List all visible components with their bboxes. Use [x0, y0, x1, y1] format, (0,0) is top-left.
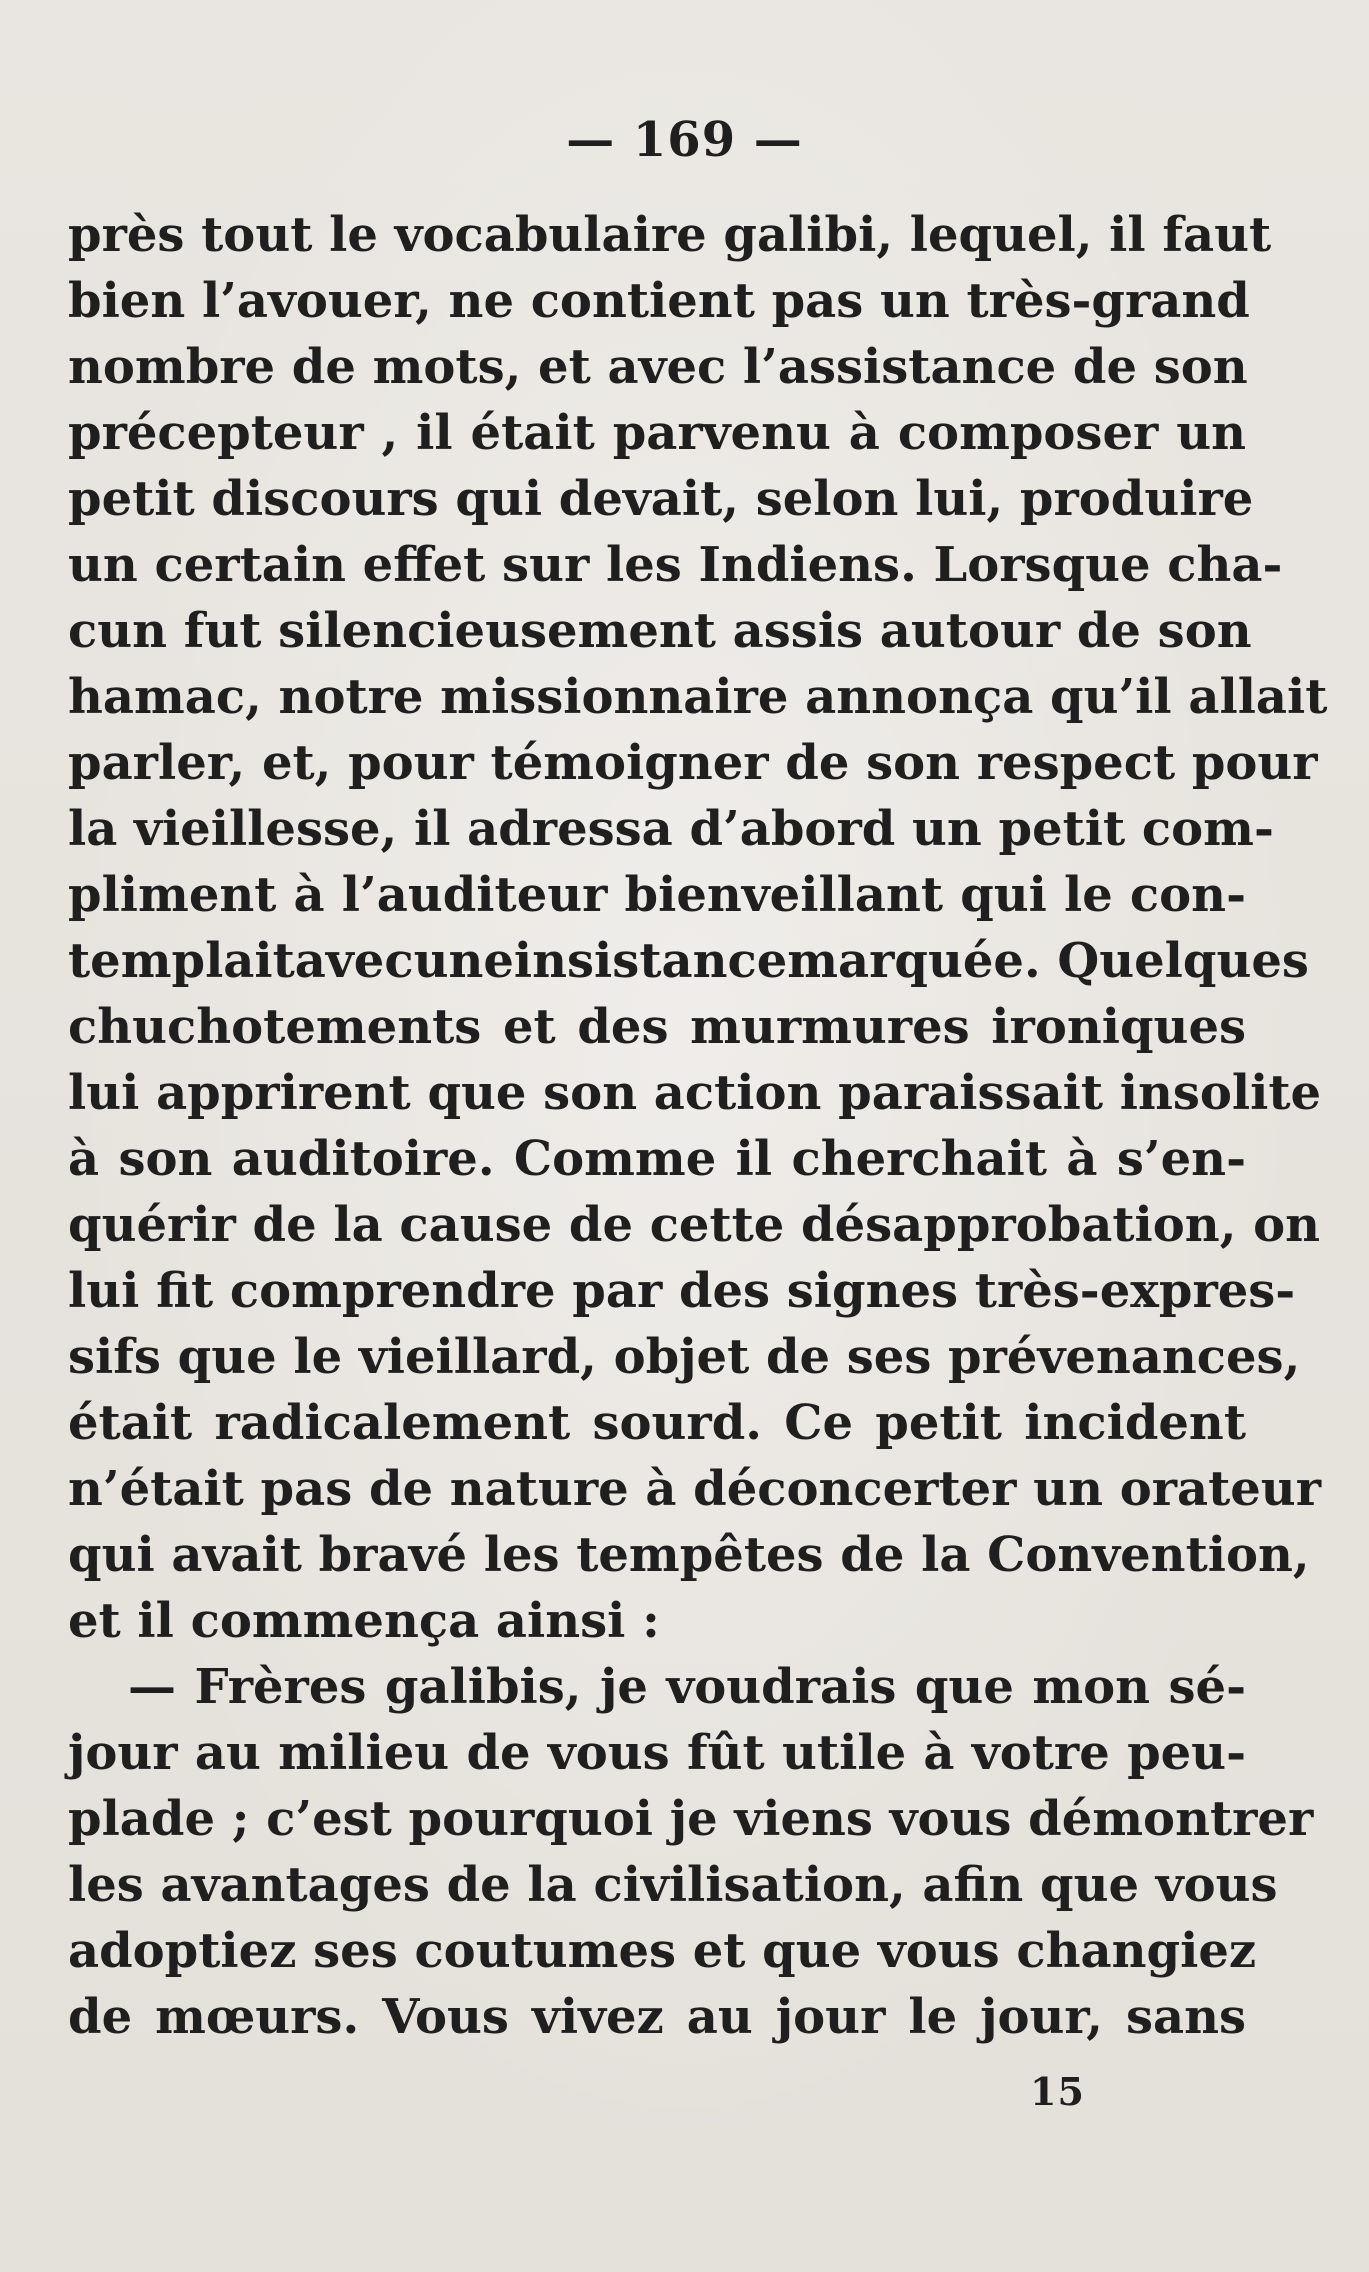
- text-line: chuchotements et des murmures ironiques: [68, 999, 1246, 1055]
- text-line: lui fit comprendre par des signes très-expres-: [68, 1263, 1296, 1319]
- text-line: lui apprirent que son action paraissait insolite: [68, 1065, 1322, 1121]
- text-line: bien l’avouer, ne contient pas un très-grand: [68, 273, 1250, 329]
- signature-mark: 15: [1030, 2069, 1085, 2114]
- text-line: — Frères galibis, je voudrais que mon sé-: [128, 1659, 1246, 1715]
- text-line: était radicalement sourd. Ce petit incident: [68, 1395, 1246, 1451]
- text-line: sifs que le vieillard, objet de ses prévenances,: [68, 1329, 1301, 1385]
- body-text: [68, 202, 1328, 2050]
- text-line: plade ; c’est pourquoi je viens vous démontrer: [68, 1791, 1314, 1847]
- text-line: jour au milieu de vous fût utile à votre peu-: [68, 1725, 1246, 1781]
- text-line: qui avait bravé les tempêtes de la Convention,: [68, 1527, 1310, 1583]
- text-line: nombre de mots, et avec l’assistance de son: [68, 339, 1248, 395]
- text-line: parler, et, pour témoigner de son respect pour: [68, 735, 1318, 791]
- text-line: n’était pas de nature à déconcerter un orateur: [68, 1461, 1321, 1517]
- text-line: les avantages de la civilisation, afin que vous: [68, 1857, 1278, 1913]
- text-line: adoptiez ses coutumes et que vous changiez: [68, 1923, 1257, 1979]
- text-line: petit discours qui devait, selon lui, produire: [68, 471, 1254, 527]
- text-line: un certain effet sur les Indiens. Lorsque cha-: [68, 537, 1283, 593]
- text-line: et il commença ainsi :: [68, 1593, 660, 1649]
- text-line: la vieillesse, il adressa d’abord un petit com-: [68, 801, 1274, 857]
- text-line: cun fut silencieusement assis autour de son: [68, 603, 1252, 659]
- text-line: à son auditoire. Comme il cherchait à s’en-: [68, 1131, 1246, 1187]
- text-line: hamac, notre missionnaire annonça qu’il allait: [68, 669, 1328, 725]
- text-line: templaitavecuneinsistancemarquée. Quelques: [68, 933, 1309, 989]
- text-line: près tout le vocabulaire galibi, lequel, il faut: [68, 207, 1272, 263]
- text-line: quérir de la cause de cette désapprobation, on: [68, 1197, 1321, 1253]
- page-number-header: — 169 —: [566, 112, 803, 168]
- text-line: pliment à l’auditeur bienveillant qui le con-: [68, 867, 1246, 923]
- text-line: précepteur , il était parvenu à composer un: [68, 405, 1246, 461]
- text-line: de mœurs. Vous vivez au jour le jour, sans: [68, 1989, 1246, 2045]
